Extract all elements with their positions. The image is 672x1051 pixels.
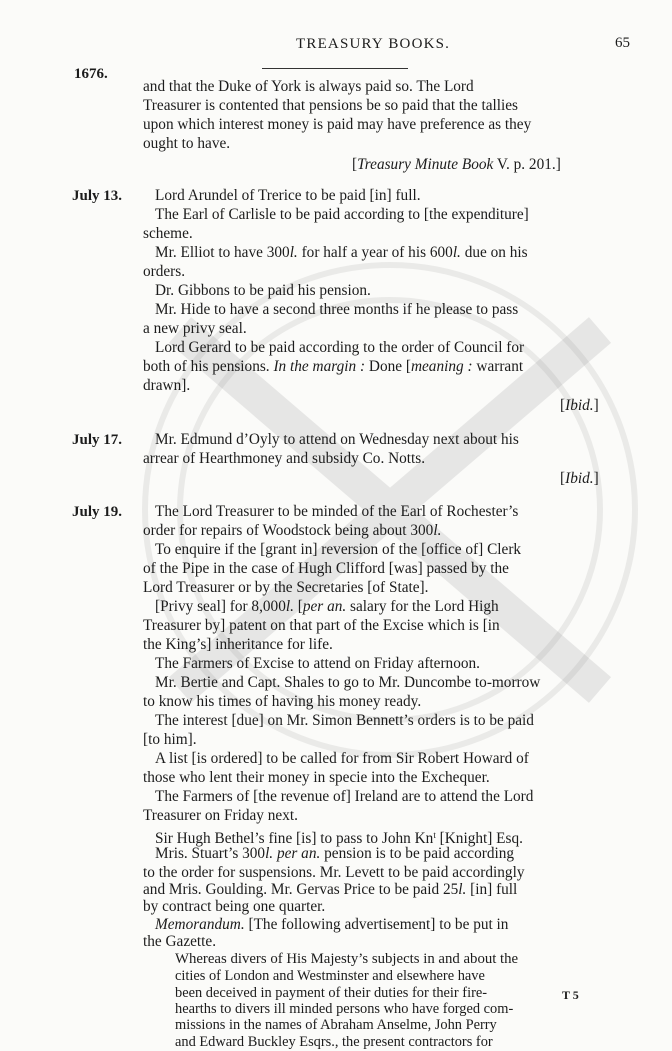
header-rule	[262, 68, 408, 69]
entry3-line-19: Mris. Stuart’s 300l. per an. pension is to be paid according	[155, 845, 515, 862]
advert-line-2: cities of London and Westminster and elsewhere have	[175, 968, 485, 985]
entry3-line-6: [Privy seal] for 8,000l. [per an. salary for the Lord High	[155, 598, 499, 615]
advert-line-3: been deceived in payment of their duties for their fire-	[175, 984, 488, 1001]
entry3-line-2: order for repairs of Woodstock being about 300l.	[143, 522, 442, 539]
entry3-line-11: to know his times of having his money ready.	[143, 693, 422, 710]
entry1-line-9: Lord Gerard to be paid according to the order of Council for	[155, 339, 525, 356]
entry1-line-8: a new privy seal.	[143, 320, 247, 337]
entry3-line-23: Memorandum. [The following advertisement] to be put in	[155, 915, 509, 933]
entry1-line-5: orders.	[143, 263, 186, 280]
entry3-line-10: Mr. Bertie and Capt. Shales to go to Mr. Duncombe to-morrow	[155, 674, 541, 691]
entry2-line-1: Mr. Edmund d’Oyly to attend on Wednesday next about his	[155, 431, 519, 448]
entry2-source-reference: [Ibid.]	[560, 470, 599, 487]
intro-line-4: ought to have.	[143, 135, 231, 152]
entry1-line-1: Lord Arundel of Trerice to be paid [in] full.	[155, 187, 421, 204]
entry2-line-2: arrear of Hearthmoney and subsidy Co. Notts.	[143, 450, 426, 467]
page-number: 65	[615, 35, 630, 51]
entry3-line-20: to the order for suspensions. Mr. Levett to be paid accordingly	[143, 864, 525, 881]
entry1-line-7: Mr. Hide to have a second three months if he please to pass	[155, 301, 519, 318]
entry-date-july-13: July 13.	[72, 188, 123, 204]
intro-line-1: and that the Duke of York is always paid so. The Lord	[143, 78, 474, 95]
entry3-line-14: A list [is ordered] to be called for from Sir Robert Howard of	[155, 750, 529, 767]
entry1-line-2: The Earl of Carlisle to be paid according to [the expenditure]	[155, 206, 529, 223]
intro-source-reference: [Treasury Minute Book V. p. 201.]	[352, 156, 561, 173]
entry3-line-9: The Farmers of Excise to attend on Friday afternoon.	[155, 655, 480, 672]
entry1-source-reference: [Ibid.]	[560, 397, 599, 414]
entry3-line-4: of the Pipe in the case of Hugh Clifford [was] passed by the	[143, 560, 509, 577]
entry3-line-3: To enquire if the [grant in] reversion of the [office of] Clerk	[155, 541, 522, 558]
entry3-line-24: the Gazette.	[143, 932, 217, 950]
entry3-line-16: The Farmers of [the revenue of] Ireland are to attend the Lord	[155, 788, 534, 805]
entry-date-july-17: July 17.	[72, 432, 123, 448]
entry3-line-1: The Lord Treasurer to be minded of the Earl of Rochester’s	[155, 503, 519, 520]
entry3-line-12: The interest [due] on Mr. Simon Bennett’s orders is to be paid	[155, 712, 534, 729]
entry3-line-15: those who lent their money in specie into the Exchequer.	[143, 769, 490, 786]
entry3-line-8: the King’s] inheritance for life.	[143, 636, 333, 653]
signature-mark: T 5	[562, 988, 579, 1002]
entry3-line-13: [to him].	[143, 731, 197, 748]
entry1-line-11: drawn].	[143, 377, 191, 394]
intro-line-3: upon which interest money is paid may have preference as they	[143, 116, 532, 133]
entry1-line-6: Dr. Gibbons to be paid his pension.	[155, 282, 371, 299]
year-margin-note: 1676.	[74, 66, 108, 82]
entry1-line-3: scheme.	[143, 225, 193, 242]
running-header-title: TREASURY BOOKS.	[296, 36, 451, 52]
entry3-line-5: Lord Treasurer or by the Secretaries [of State].	[143, 579, 429, 596]
entry3-line-21: and Mris. Goulding. Mr. Gervas Price to be paid 25l. [in] full	[143, 881, 518, 899]
advert-line-4: hearths to divers ill minded persons who have forged com-	[175, 1001, 514, 1017]
entry-date-july-19: July 19.	[72, 504, 123, 520]
advert-line-1: Whereas divers of His Majesty’s subjects in and about the	[175, 951, 519, 967]
advert-line-6: and Edward Buckley Esqrs., the present contractors for	[175, 1033, 493, 1050]
advert-line-5: missions in the names of Abraham Anselme, John Perry	[175, 1017, 497, 1034]
entry1-line-4: Mr. Elliot to have 300l. for half a year of his 600l. due on his	[155, 244, 528, 261]
entry1-line-10: both of his pensions. In the margin : Done [meaning : warrant	[143, 358, 524, 375]
intro-line-2: Treasurer is contented that pensions be so paid that the tallies	[143, 97, 518, 114]
entry3-line-18: Sir Hugh Bethel’s fine [is] to pass to John Kn$^t$ [Knight] Esq.	[155, 830, 523, 847]
entry3-line-7: Treasurer by] patent on that part of the Excise which is [in	[143, 617, 500, 634]
entry3-line-17: Treasurer on Friday next.	[143, 807, 298, 824]
entry3-line-22: by contract being one quarter.	[143, 898, 326, 916]
